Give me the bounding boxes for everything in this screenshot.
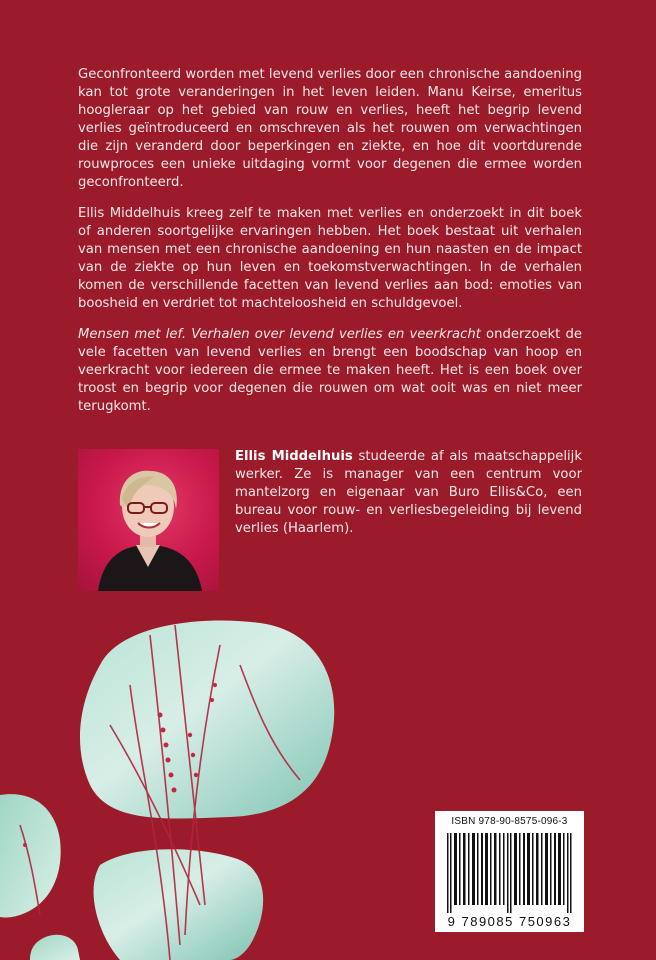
stone-left	[0, 794, 61, 917]
book-title-italic: Mensen met lef. Verhalen over levend verlies en veerkracht	[78, 327, 481, 342]
author-bio-text: studeerde af als maatschappelijk werker. Ze is manager van een centrum voor mantelzorg en eigenaar van Buro Ellis&Co, een bureau voor rouw- en verliesbegeleiding bij levend verlies (Haarlem).	[235, 449, 582, 536]
barcode-digits: 9 789085 750963	[447, 914, 572, 929]
isbn-label: ISBN 978-90-8575-096-3	[451, 816, 568, 827]
author-bio	[235, 448, 582, 538]
author-name: Ellis Middelhuis	[235, 449, 353, 464]
barcode-bars	[445, 833, 575, 913]
decorative-stones-photo	[0, 605, 360, 960]
blurb-paragraph-3	[78, 326, 582, 416]
author-portrait-illustration	[78, 449, 219, 591]
author-photo	[78, 449, 219, 591]
stone-bottom	[94, 849, 264, 960]
stone-small	[30, 935, 80, 960]
barcode-box	[435, 811, 584, 932]
blurb-paragraph-2: Ellis Middelhuis kreeg zelf te maken met verlies en onderzoekt in dit boek of anderen soortgelijke ervaringen hebben. Het boek bestaat uit verhalen van mensen met een chronische aandoening en hun naasten en de impact van de ziekte op hun leven en toekomstverwachtingen. In de verhalen komen de verschillende facetten van levend verlies aan bod: emoties van boosheid en verdriet tot machteloosheid en schuldgevoel.	[78, 206, 582, 311]
blurb-paragraph-3-text: onderzoekt de vele facetten van levend verlies en brengt een boodschap van hoop en veerkracht voor iedereen die ermee te maken heeft. Het is een boek over troost en begrip voor degenen die rouwen om wat ooit was en niet meer terugkomt.	[78, 327, 582, 414]
blurb-paragraph-1: Geconfronteerd worden met levend verlies door een chronische aandoening kan tot grote veranderingen in het leven leiden. Manu Keirse, emeritus hoogleraar op het gebied van rouw en verlies, heeft het begrip levend verlies geïntroduceerd en omschreven als het rouwen om verwachtingen die zijn veranderd door beperkingen en ziekte, en hoe dit voortdurende rouwproces een unieke uitdaging vormt voor degenen die ermee worden geconfronteerd.	[78, 67, 582, 190]
